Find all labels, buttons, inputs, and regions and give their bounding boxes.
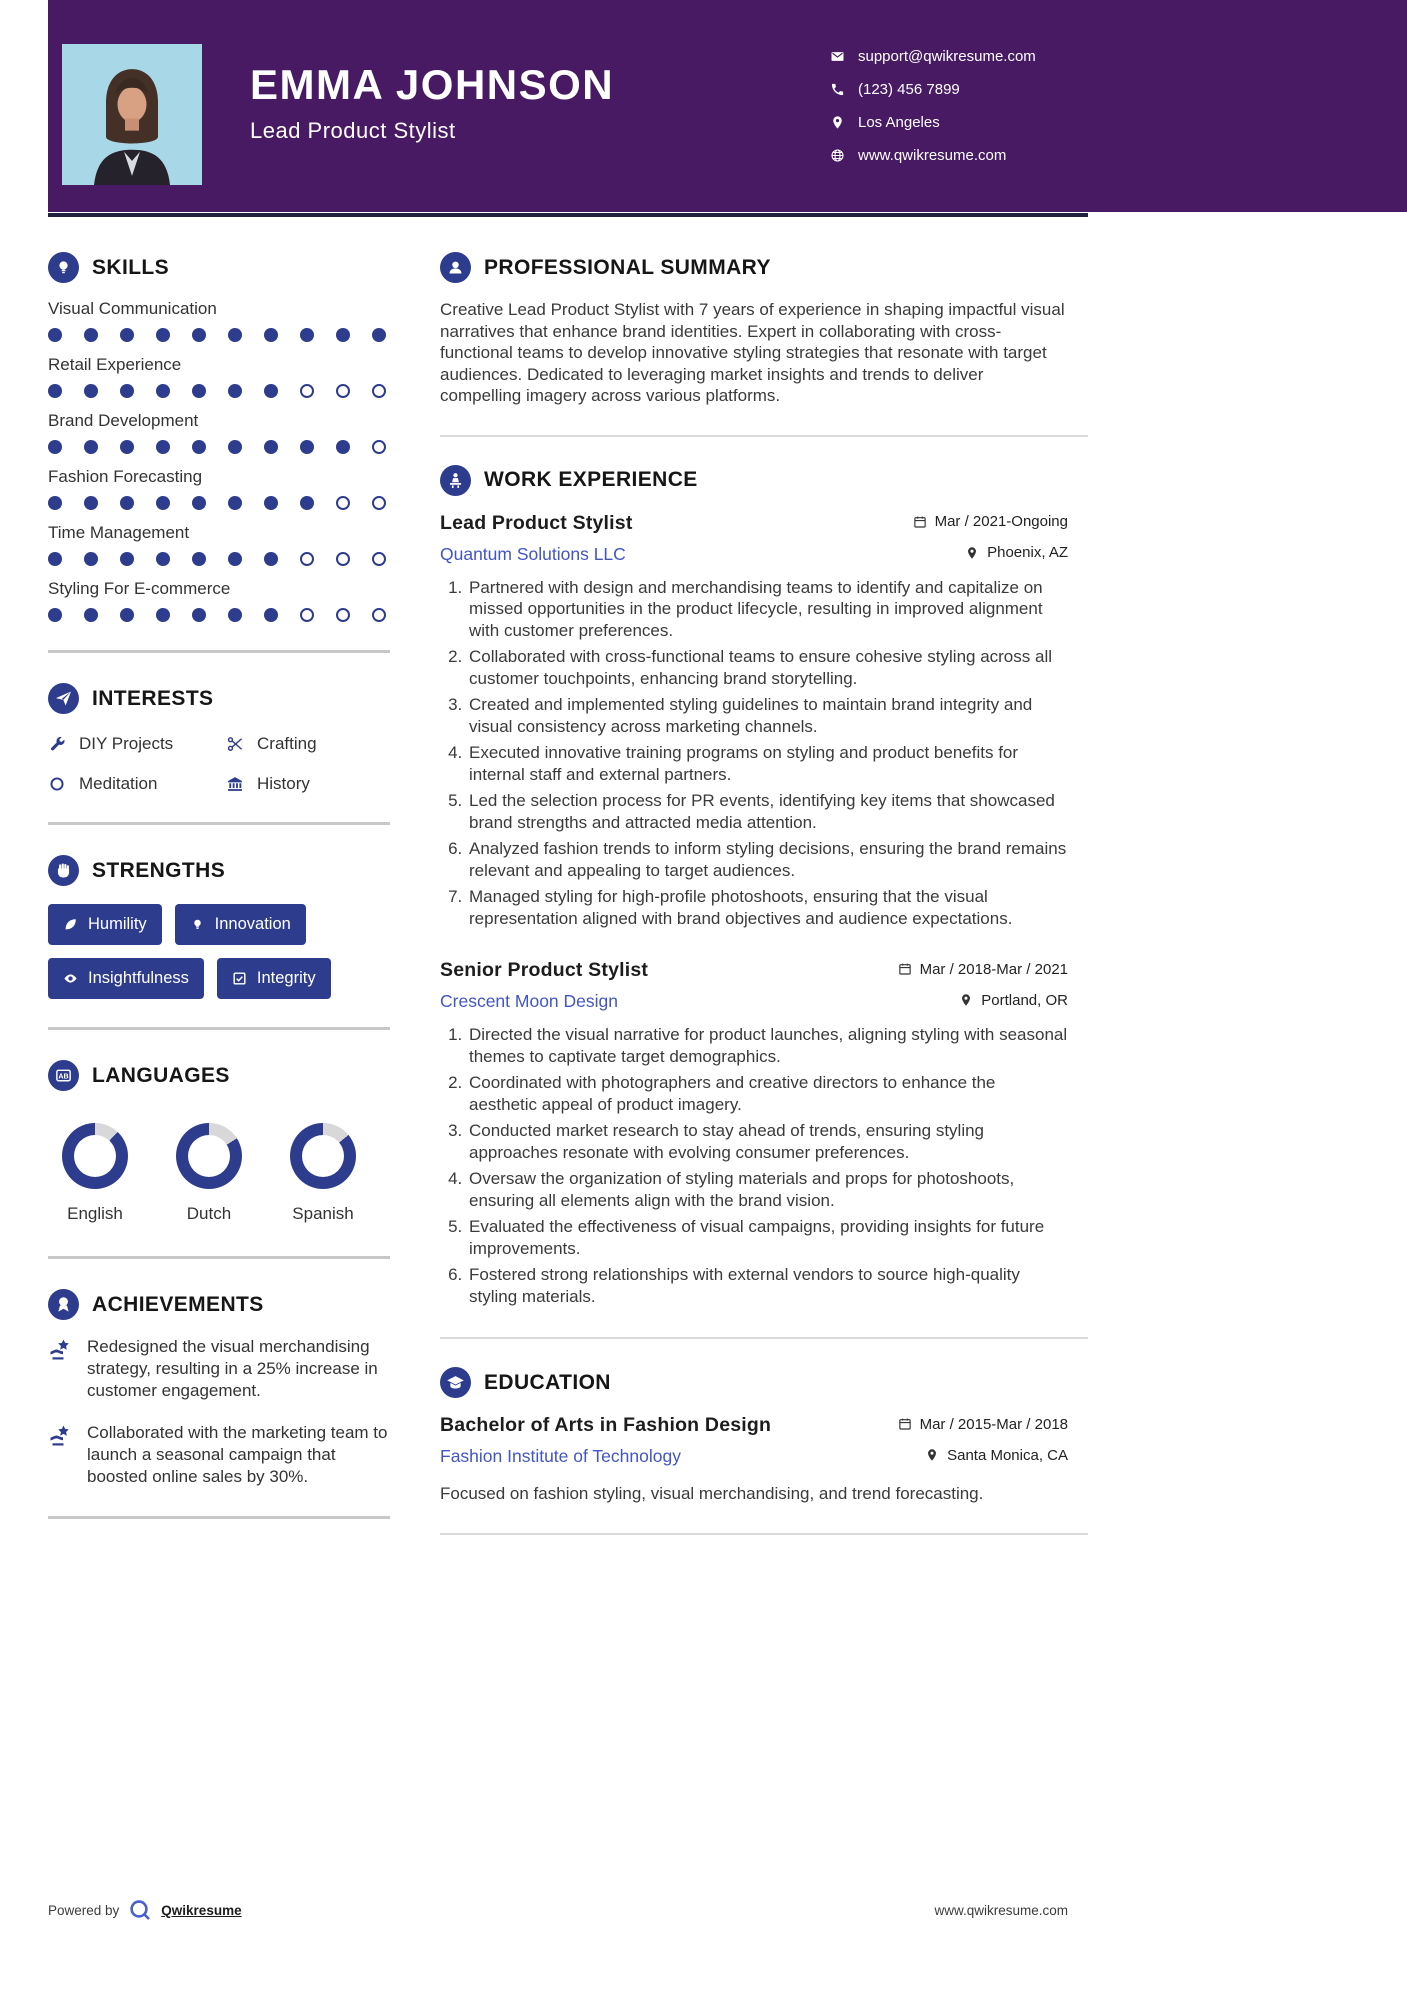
skill-item [48,579,390,622]
pin-icon [925,1448,939,1462]
job-bullet-list [440,577,1068,930]
section-divider [48,1516,390,1519]
checksquare-icon [232,971,247,986]
header-divider [48,213,1088,217]
skill-item [48,299,390,342]
education-dates-text: Mar / 2015-Mar / 2018 [919,1415,1068,1433]
contact-item[interactable] [830,139,1036,172]
person-job-title: Lead Product Stylist [250,118,456,144]
achievements-heading [48,1289,390,1320]
section-title: INTERESTS [92,686,214,710]
skill-dot-filled [48,608,62,622]
powered-by-block [48,1898,242,1922]
school-link[interactable]: Fashion Institute of Technology [440,1446,681,1466]
achievements-section [48,1289,390,1488]
job-bullet: 2. Collaborated with cross-functional teams to ensure cohesive styling across all customer touchpoints, enhancing brand storytelling. [467,646,1068,689]
education-location-text: Santa Monica, CA [947,1446,1068,1464]
skill-dot-empty [300,384,314,398]
job-bullet-list [440,1024,1068,1307]
job-entry [440,959,1068,1307]
person-name: EMMA JOHNSON [250,61,615,108]
calendar-icon [898,962,912,976]
skill-level-dots [48,440,390,454]
powered-by-label: Powered by [48,1902,120,1918]
skill-dot-empty [372,384,386,398]
job-bullet: 2. Coordinated with photographers and creative directors to enhance the aesthetic appeal of product imagery. [467,1072,1068,1115]
skill-dot-empty [372,440,386,454]
interest-label: Meditation [79,774,158,793]
phone-icon [830,82,845,97]
skill-dot-filled [48,496,62,510]
skill-dot-filled [156,608,170,622]
strength-pill [175,904,306,945]
skill-dot-filled [336,328,350,342]
skill-level-dots [48,328,390,342]
skill-dot-filled [300,440,314,454]
skill-dot-filled [192,440,206,454]
job-bullet: 5. Evaluated the effectiveness of visual campaigns, providing insights for future improvements. [467,1216,1068,1259]
skill-dot-filled [120,384,134,398]
skill-name: Visual Communication [48,299,217,318]
skill-dot-filled [228,608,242,622]
bulb-icon [190,917,205,932]
skill-dot-filled [120,496,134,510]
section-divider [440,1533,1088,1535]
paper-plane-icon [48,683,79,714]
summary-text: Creative Lead Product Stylist with 7 years of experience in shaping impactful visual narratives that enhance brand identities. Expert in collaborating with cross-functional teams to develop innovative styling strategies that resonate with target audiences. Dedicated to leveraging market insights and trends to deliver compelling imagery across various platforms. [440,300,1065,405]
strengths-list [48,902,390,999]
skill-dot-filled [84,328,98,342]
languages-list [48,1107,390,1228]
achievement-text: Redesigned the visual merchandising strategy, resulting in a 25% increase in customer engagement. [87,1337,378,1400]
achievements-list [48,1336,390,1488]
job-dates-text: Mar / 2018-Mar / 2021 [919,960,1068,978]
job-dates-text: Mar / 2021-Ongoing [934,513,1068,530]
skill-dot-empty [372,496,386,510]
section-divider [48,650,390,653]
main-column [440,252,1068,1563]
skill-item [48,523,390,566]
skill-dot-filled [228,328,242,342]
language-donut-chart [176,1123,242,1189]
degree-title: Bachelor of Arts in Fashion Design [440,1414,772,1436]
skill-dot-filled [120,608,134,622]
section-divider [48,822,390,825]
skill-dot-filled [156,384,170,398]
skill-dot-filled [192,328,206,342]
skill-dot-filled [48,328,62,342]
section-title: PROFESSIONAL SUMMARY [484,255,771,279]
section-title: WORK EXPERIENCE [484,468,698,491]
medal-icon [48,1289,79,1320]
skills-section [48,252,390,622]
skill-dot-filled [192,608,206,622]
skill-dot-filled [156,328,170,342]
company-link[interactable]: Quantum Solutions LLC [440,543,626,564]
strength-label: Innovation [214,915,291,933]
skill-level-dots [48,496,390,510]
job-location-text: Phoenix, AZ [987,544,1068,561]
contact-text: support@qwikresume.com [858,48,1036,65]
skill-dot-filled [84,552,98,566]
contact-text: Los Angeles [858,114,940,131]
skill-dot-filled [192,552,206,566]
skill-dot-filled [264,384,278,398]
profile-photo [62,44,202,185]
skill-name: Styling For E-commerce [48,579,231,598]
job-sub-row [440,544,1068,565]
skill-name: Time Management [48,523,190,542]
strength-label: Humility [88,915,147,933]
skill-dot-filled [228,384,242,398]
section-title: STRENGTHS [92,858,226,882]
language-donut-chart [62,1123,128,1189]
skill-dot-filled [84,440,98,454]
education-dates [898,1416,1068,1433]
interest-item [48,734,226,754]
pin-icon [959,993,973,1007]
identity-block [250,62,614,144]
skill-dot-filled [264,328,278,342]
job-bullet: 1. Partnered with design and merchandising teams to identify and capitalize on missed opportunities in the product lifecycle, resulting in improved alignment with customer preferences. [467,577,1068,642]
skill-level-dots [48,608,390,622]
skill-name: Retail Experience [48,355,182,374]
job-bullet: 4. Oversaw the organization of styling materials and props for photoshoots, ensuring all elements align with the brand vision. [467,1168,1068,1211]
contact-item[interactable] [830,73,1036,106]
skill-dot-filled [228,552,242,566]
language-label: Spanish [292,1204,354,1223]
fist-icon [48,855,79,886]
language-item [290,1123,356,1224]
contact-text: www.qwikresume.com [858,147,1007,164]
summary-section [440,252,1068,407]
contact-text: (123) 456 7899 [858,81,960,98]
globe-icon [830,148,845,163]
job-location-text: Portland, OR [981,991,1068,1009]
job-location [959,992,1068,1009]
qwikresume-link[interactable]: Qwikresume [161,1902,242,1918]
summary-heading [440,252,1068,283]
achievement-text: Collaborated with the marketing team to launch a seasonal campaign that boosted online sales by 30%. [87,1423,388,1486]
job-dates [913,513,1068,530]
job-bullet: 3. Conducted market research to stay ahead of trends, ensuring styling approaches resonate with evolving consumer preferences. [467,1120,1068,1163]
interest-label: DIY Projects [79,734,174,753]
job-sub-row [440,991,1068,1012]
scissors-icon [226,735,244,753]
contact-item[interactable] [830,40,1036,73]
job-title-row [440,512,1068,535]
languages-heading [48,1060,390,1091]
skill-name: Brand Development [48,411,199,430]
email-icon [830,49,845,64]
wrench-icon [48,735,66,753]
leaf-icon [63,917,78,932]
company-link[interactable]: Crescent Moon Design [440,991,618,1011]
strengths-heading [48,855,390,886]
calendar-icon [913,515,927,529]
svg-text:AB: AB [58,1072,69,1081]
skill-dot-empty [300,552,314,566]
job-location [965,544,1068,561]
skill-dot-empty [372,608,386,622]
skill-level-dots [48,384,390,398]
job-bullet: 3. Created and implemented styling guidelines to maintain brand integrity and visual consistency across marketing channels. [467,694,1068,737]
skill-dot-filled [264,496,278,510]
job-bullet: 6. Analyzed fashion trends to inform styling decisions, ensuring the brand remains relevant and appealing to target audiences. [467,838,1068,881]
skill-dot-filled [84,384,98,398]
language-donut-chart [290,1123,356,1189]
skill-dot-filled [336,440,350,454]
interests-section [48,683,390,794]
graduation-cap-icon [440,1367,471,1398]
language-label: Dutch [186,1204,232,1223]
pin-icon [965,546,979,560]
interests-heading [48,683,390,714]
skill-dot-filled [120,552,134,566]
strength-pill [217,958,331,999]
skill-item [48,355,390,398]
skills-heading [48,252,390,283]
skill-level-dots [48,552,390,566]
skill-dot-empty [300,608,314,622]
achievement-item [48,1336,390,1402]
skill-dot-filled [192,496,206,510]
museum-icon [226,775,244,793]
skill-dot-filled [156,552,170,566]
section-divider [440,1337,1088,1339]
language-label: English [67,1204,123,1223]
skill-dot-empty [336,496,350,510]
strength-pill [48,904,162,945]
skill-dot-filled [48,552,62,566]
strength-pill [48,958,204,999]
skill-dot-filled [48,440,62,454]
interest-item [226,774,390,794]
section-divider [48,1027,390,1030]
job-title: Senior Product Stylist [440,959,649,981]
skill-dot-empty [336,384,350,398]
job-bullet: 7. Managed styling for high-profile photoshoots, ensuring that the visual representation aligned with brand objectives and audience expectations. [467,886,1068,929]
education-heading [440,1367,1068,1398]
job-bullet: 6. Fostered strong relationships with external vendors to source high-quality styling materials. [467,1264,1068,1307]
interest-label: History [257,774,310,793]
section-title: LANGUAGES [92,1063,230,1087]
skill-dot-filled [48,384,62,398]
strength-label: Insightfulness [88,969,189,987]
skill-dot-filled [84,496,98,510]
skill-dot-empty [336,552,350,566]
skill-dot-filled [264,440,278,454]
interests-list [48,730,390,794]
skill-dot-filled [156,496,170,510]
section-title: EDUCATION [484,1370,611,1394]
language-item [62,1123,128,1224]
skill-dot-empty [372,552,386,566]
jobs-list [440,512,1068,1308]
location-icon [830,115,845,130]
education-title-row [440,1414,1068,1437]
skill-dot-filled [120,328,134,342]
interest-item [48,774,226,794]
qwikresume-logo-icon [128,1898,152,1922]
education-location [925,1447,1068,1464]
portrait-image [62,44,202,185]
job-entry [440,512,1068,930]
skill-dot-filled [192,384,206,398]
languages-section [48,1060,390,1228]
language-item [176,1123,242,1224]
experience-section [440,465,1068,1308]
education-description: Focused on fashion styling, visual merchandising, and trend forecasting. [440,1484,984,1503]
skill-dot-filled [228,440,242,454]
ring-icon [48,775,66,793]
skill-dot-filled [264,608,278,622]
strengths-section [48,855,390,999]
skill-dot-filled [120,440,134,454]
experience-heading [440,465,1068,496]
job-bullet: 1. Directed the visual narrative for product launches, aligning styling with seasonal themes to captivate target demographics. [467,1024,1068,1067]
hand-star-icon [48,1424,72,1448]
skill-name: Fashion Forecasting [48,467,203,486]
translate-icon [48,1060,79,1091]
skill-dot-filled [300,328,314,342]
skill-dot-empty [336,608,350,622]
calendar-icon [898,1417,912,1431]
eye-icon [63,971,78,986]
education-section [440,1367,1068,1505]
hand-star-icon [48,1338,72,1362]
interest-label: Crafting [257,734,317,753]
achievement-item [48,1422,390,1488]
skill-dot-filled [156,440,170,454]
footer-website-link[interactable]: www.qwikresume.com [934,1902,1068,1918]
contact-item [830,106,1036,139]
job-bullet: 4. Executed innovative training programs on styling and product benefits for internal staff and external partners. [467,742,1068,785]
skill-item [48,467,390,510]
user-icon [440,252,471,283]
skill-dot-filled [264,552,278,566]
skill-dot-filled [300,496,314,510]
skill-dot-filled [228,496,242,510]
job-title: Lead Product Stylist [440,511,633,534]
workdesk-icon [440,465,471,496]
job-dates [898,961,1068,978]
section-divider [440,435,1088,437]
job-title-row [440,959,1068,982]
section-title: SKILLS [92,255,170,279]
interest-item [226,734,390,754]
footer [48,1898,1068,1922]
strength-label: Integrity [256,969,316,987]
header [48,0,1407,212]
section-divider [48,1256,390,1259]
education-sub-row [440,1446,1068,1467]
skill-item [48,411,390,454]
sidebar-column [48,252,390,1549]
skills-list [48,299,390,622]
skill-dot-filled [372,328,386,342]
section-title: ACHIEVEMENTS [92,1292,264,1316]
skill-dot-filled [84,608,98,622]
contact-list [830,40,1036,172]
job-bullet: 5. Led the selection process for PR events, identifying key items that showcased brand strengths and attracted media attention. [467,790,1068,833]
lightbulb-icon [48,252,79,283]
